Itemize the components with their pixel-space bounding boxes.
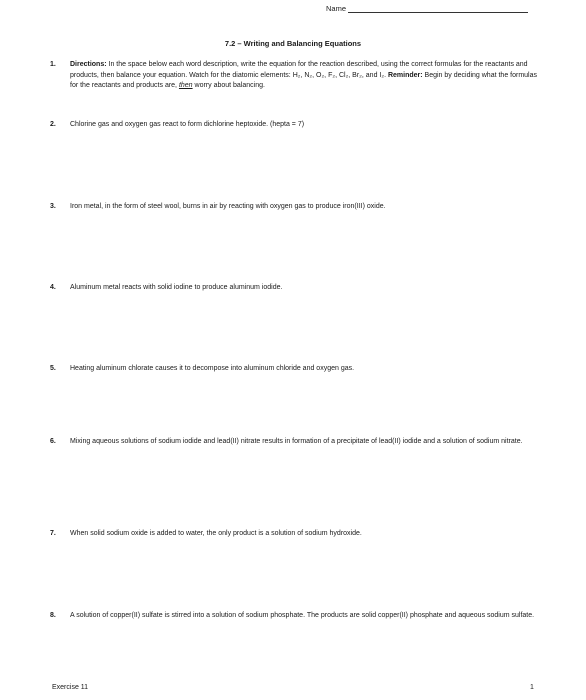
question-8 [50,611,538,622]
question-3 [50,202,538,213]
footer-page-number: 1 [530,684,534,691]
question-7 [50,529,538,540]
question-5 [50,364,538,375]
question-text: When solid sodium oxide is added to water, the only product is a solution of sodium hydroxide. [70,530,362,537]
footer-exercise: Exercise 11 [52,684,89,691]
reminder-label: Reminder: [387,71,423,79]
question-number: 6. [50,438,56,445]
question-number: 5. [50,365,56,372]
directions-label: Directions: [70,61,107,68]
question-number: 4. [50,284,56,291]
question-text: A solution of copper(II) sulfate is stirred into a solution of sodium phosphate. The products are solid copper(II) phosphate and aqueous sodium sulfate. [70,612,535,619]
page-title: 7.2 – Writing and Balancing Equations [224,39,362,48]
question-text: Mixing aqueous solutions of sodium iodide and lead(II) nitrate results in formation of a precipitate of lead(II) iodide and a solution of sodium nitrate. [70,438,523,445]
question-text: Aluminum metal reacts with solid iodine to produce aluminum iodide. [70,284,283,291]
question-number: 7. [50,530,56,537]
question-number: 8. [50,612,56,619]
question-text: Heating aluminum chlorate causes it to decompose into aluminum chloride and oxygen gas. [70,365,355,372]
name-label: Name [326,4,347,13]
name-field [326,4,528,13]
question-number: 3. [50,203,56,210]
name-blank-line[interactable] [348,4,528,13]
question-text: Iron metal, in the form of steel wool, burns in air by reacting with oxygen gas to produce iron(III) oxide. [70,203,386,210]
question-4 [50,283,538,294]
directions-text: Directions: In the space below each word description, write the equation for the reaction described, using the correct formulas for the reactants and products, then balance your equation. Watch for the diatomic elements: H₂, N₂, O₂, F₂, Cl₂, Br₂, and I₂. Reminder: Begin by deciding what the formulas for the reactants and products are, then worry about balancing. [70,61,537,89]
question-number: 2. [50,121,56,128]
question-6 [50,437,538,448]
question-1 [50,60,538,92]
question-2 [50,120,538,131]
question-number: 1. [50,61,56,68]
question-text: Chlorine gas and oxygen gas react to form dichlorine heptoxide. (hepta = 7) [70,121,305,128]
emphasis-then: then [178,82,193,89]
